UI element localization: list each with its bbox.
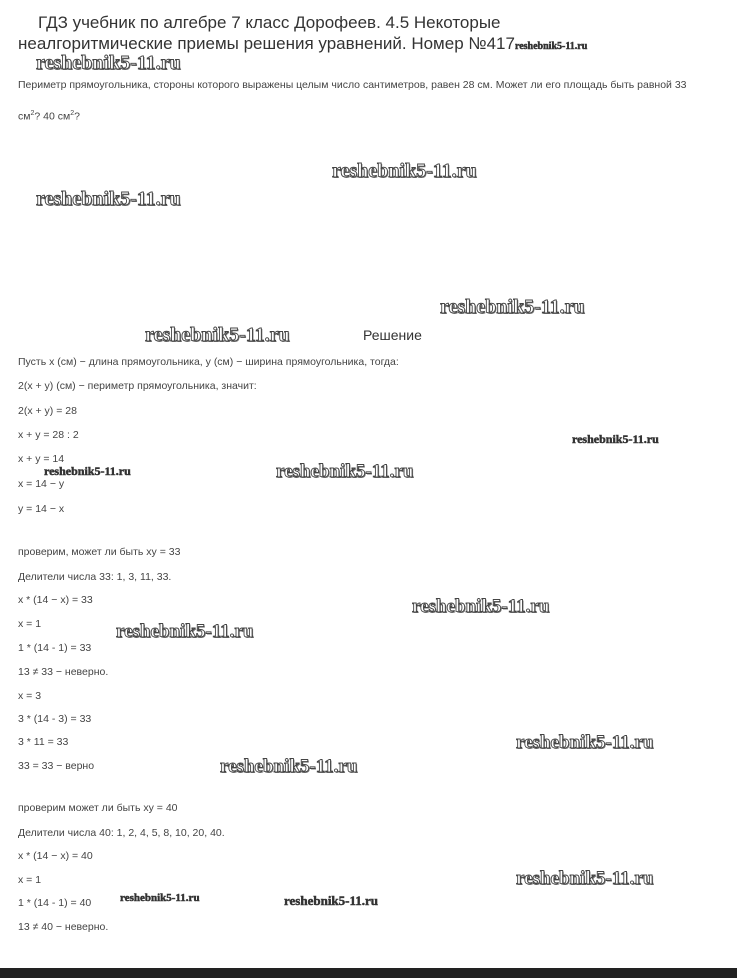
solution-line: 33 = 33 − верно	[18, 760, 95, 772]
watermark: reshebnik5-11.ru	[276, 461, 414, 482]
unit-superscript: 2	[70, 110, 75, 117]
solution-line: проверим, может ли быть xy = 33	[18, 546, 181, 558]
watermark: reshebnik5-11.ru	[145, 324, 290, 346]
solution-line: 1 * (14 - 1) = 40	[18, 897, 92, 909]
title-line-2-text: неалгоритмические приемы решения уравнений. Номер №417	[18, 34, 515, 53]
watermark: reshebnik5-11.ru	[36, 52, 181, 74]
solution-line: 3 * (14 - 3) = 33	[18, 713, 92, 725]
solution-line: проверим может ли быть xy = 40	[18, 802, 178, 814]
watermark: reshebnik5-11.ru	[572, 432, 659, 446]
watermark: reshebnik5-11.ru	[412, 596, 550, 617]
watermark: reshebnik5-11.ru	[116, 621, 254, 642]
page-title	[18, 12, 718, 57]
solution-line: 2(x + y) = 28	[18, 405, 77, 417]
watermark: reshebnik5-11.ru	[220, 756, 358, 777]
solution-line: 2(x + y) (см) − периметр прямоугольника, значит:	[18, 380, 257, 392]
watermark: reshebnik5-11.ru	[36, 188, 181, 210]
bottom-bar	[0, 968, 737, 978]
title-line-1: ГДЗ учебник по алгебре 7 класс Дорофеев. 4.5 Некоторые	[38, 13, 501, 32]
solution-line: Делители числа 40: 1, 2, 4, 5, 8, 10, 20, 40.	[18, 827, 225, 839]
solution-line: Пусть x (см) − длина прямоугольника, y (см) − ширина прямоугольника, тогда:	[18, 356, 399, 368]
solution-line: 13 ≠ 33 − неверно.	[18, 666, 109, 678]
watermark: reshebnik5-11.ru	[284, 893, 379, 908]
watermark: reshebnik5-11.ru	[332, 160, 477, 182]
solution-line: y = 14 − x	[18, 503, 65, 515]
problem-text: Периметр прямоугольника, стороны которого выражены целым число сантиметров, равен 28 см. Может ли его площадь быть равной 33	[18, 79, 687, 91]
watermark: reshebnik5-11.ru	[516, 868, 654, 889]
watermark: reshebnik5-11.ru	[120, 892, 200, 904]
solution-line: 13 ≠ 40 − неверно.	[18, 921, 109, 933]
solution-line: x = 3	[18, 690, 42, 702]
watermark: reshebnik5-11.ru	[440, 296, 585, 318]
solution-line: x + y = 14	[18, 453, 65, 465]
solution-line: x * (14 − x) = 40	[18, 850, 93, 862]
watermark: reshebnik5-11.ru	[516, 732, 654, 753]
solution-line: 1 * (14 - 1) = 33	[18, 642, 92, 654]
solution-line: x = 1	[18, 874, 42, 886]
solution-heading: Решение	[363, 327, 422, 343]
solution-line: x = 14 − y	[18, 478, 65, 490]
unit-superscript: 2	[30, 110, 35, 117]
solution-line: x = 1	[18, 618, 42, 630]
solution-line: Делители числа 33: 1, 3, 11, 33.	[18, 571, 172, 583]
solution-line: 3 * 11 = 33	[18, 736, 69, 748]
watermark: reshebnik5-11.ru	[514, 41, 588, 52]
watermark: reshebnik5-11.ru	[44, 464, 131, 478]
solution-line: x * (14 − x) = 33	[18, 594, 93, 606]
solution-line: x + y = 28 : 2	[18, 429, 79, 441]
problem-text-2: $см^2$? 40 $см^2$?	[18, 110, 80, 123]
